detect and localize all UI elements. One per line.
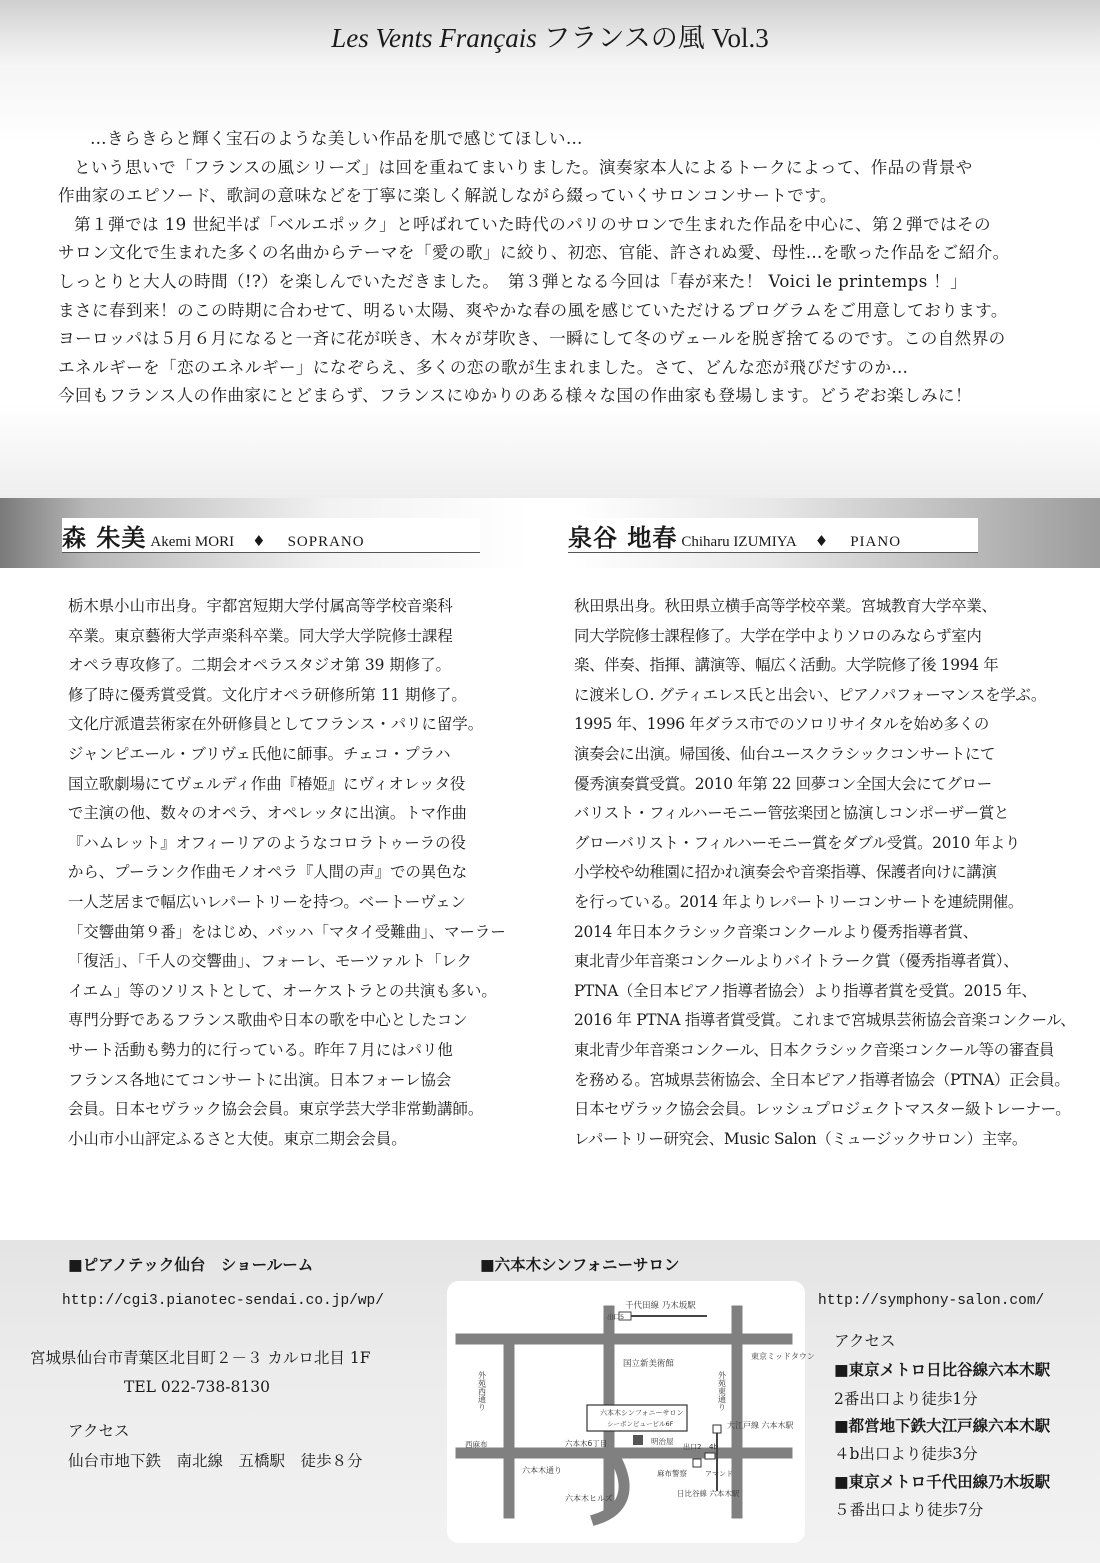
soprano-name-en: Akemi MORI: [150, 534, 235, 550]
sendai-access-label: アクセス: [68, 1422, 130, 1440]
map-label-oedo: 大江戸線 六本木駅: [727, 1421, 794, 1430]
map-station-oedo: [713, 1425, 721, 1433]
bio-line: 小学校や幼稚園に招かれ演奏会や音楽指導、保護者向けに講演: [574, 863, 997, 882]
intro-text: [58, 125, 1068, 411]
bio-line: 日本セヴラック協会会員。レッシュプロジェクトマスター級トレーナー。: [574, 1100, 1071, 1119]
map-label-nogizaka: 千代田線 乃木坂駅: [625, 1301, 696, 1311]
bio-line: に渡米しＯ. グティエレス氏と出会い、ピアノパフォーマンスを学ぶ。: [574, 685, 1046, 704]
sendai-venue-tel: TEL 022-738-8130: [124, 1378, 270, 1396]
sendai-venue-address: 宮城県仙台市青葉区北目町２－３ カルロ北目 1F: [30, 1349, 371, 1367]
map-label-almond: アマンド: [705, 1470, 733, 1478]
intro-line: ヨーロッパは５月６月になると一斉に花が咲き、木々が芽吹き、一瞬にして冬のヴェールを脱ぎ捨てるのです。この自然界の: [58, 329, 1006, 349]
bio-line: フランス各地にてコンサートに出演。日本フォーレ協会: [68, 1070, 452, 1089]
tokyo-access-line: ■都営地下鉄大江戸線六本木駅: [834, 1416, 1051, 1435]
map-label-roppongi6: 六本木6丁目: [565, 1439, 608, 1448]
map-label-hibiya: 日比谷線 六本木駅: [677, 1489, 740, 1498]
bio-line: 秋田県出身。秋田県立横手高等学校卒業。宮城教育大学卒業、: [574, 597, 997, 615]
bio-line: 『ハムレット』オフィーリアのようなコロラトゥーラの役: [68, 833, 466, 852]
tokyo-access-line: ■東京メトロ千代田線乃木坂駅: [834, 1472, 1051, 1491]
bio-line: オペラ専攻修了。二期会オペラスタジオ第 39 期修了。: [68, 656, 451, 675]
map-label-nishiazabu: 西麻布: [465, 1440, 488, 1449]
intro-line: 作曲家のエピソード、歌詞の意味などを丁寧に楽しく解説しながら綴っていくサロンコンサートです。: [58, 186, 837, 206]
map-label-meijiya: 明治屋: [651, 1437, 674, 1446]
piano-heading: [568, 518, 978, 553]
bio-line: 演奏会に出演。帰国後、仙台ユースクラシックコンサートにて: [574, 744, 996, 763]
diamond-icon: ♦: [814, 532, 829, 550]
bio-line: 1995 年、1996 年ダラス市でのソロリサイタルを始め多くの: [574, 715, 989, 734]
bio-line: 国立歌劇場にてヴェルディ作曲『椿姫』にヴィオレッタ役: [68, 774, 466, 793]
tokyo-venue-url[interactable]: http://symphony-salon.com/: [818, 1293, 1045, 1309]
bio-line: ジャンピエール・ブリヴェ氏他に師事。チェコ・プラハ: [68, 744, 451, 763]
bio-line: 専門分野であるフランス歌曲や日本の歌を中心としたコン: [68, 1011, 468, 1030]
bio-line: グローバリスト・フィルハーモニー賞をダブル受賞。2010 年より: [574, 833, 1021, 852]
bio-line: から、プーランク作曲モノオペラ『人間の声』での異色な: [68, 863, 468, 882]
map-label-hills: 六本木ヒルズ: [565, 1494, 613, 1503]
map-label-gaien-east: 外苑東通り: [717, 1371, 727, 1411]
bio-line: 東北青少年音楽コンクールよりバイトラーク賞（優秀指導者賞）、: [574, 952, 1019, 971]
piano-bio: [574, 592, 1076, 1154]
map-label-exit5: 出口5: [607, 1313, 625, 1321]
tokyo-access-line: ■東京メトロ日比谷線六本木駅: [834, 1360, 1051, 1379]
bio-line: 2016 年 PTNA 指導者賞受賞。これまで宮城県芸術協会音楽コンクール、: [574, 1011, 1076, 1030]
bio-line: イエム」等のソリストとして、オーケストラとの共演も多い。: [68, 981, 497, 1000]
map-label-building: シーボンビュービル6F: [607, 1420, 674, 1428]
bio-line: で主演の他、数々のオペラ、オペレッタに出演。トマ作曲: [68, 804, 467, 823]
piano-name-ja: 泉谷 地春: [568, 523, 678, 552]
intro-line: エネルギーを「恋のエネルギー」になぞらえ、多くの恋の歌が生まれました。さて、どんな恋が飛びだすのか…: [58, 357, 909, 377]
intro-line: …きらきらと輝く宝石のような美しい作品を肌で感じてほしい…: [90, 129, 583, 148]
bio-line: サート活動も勢力的に行っている。昨年７月にはパリ他: [68, 1040, 453, 1059]
soprano-name-ja: 森 朱美: [62, 523, 147, 552]
bio-line: 小山市小山評定ふるさと大使。東京二期会会員。: [68, 1129, 407, 1148]
bio-line: を務める。宮城県芸術協会、全日本ピアノ指導者協会（PTNA）正会員。: [574, 1070, 1070, 1089]
bio-line: を行っている。2014 年よりレパートリーコンサートを連続開催。: [574, 892, 1023, 911]
tokyo-access-line: ４b出口より徒歩3分: [834, 1445, 978, 1463]
map-exit-marker: [693, 1459, 701, 1467]
access-map: [447, 1281, 815, 1543]
intro-line: 第１弾では 19 世紀半ば「ベルエポック」と呼ばれていた時代のパリのサロンで生まれた作品を中心に、第２弾ではその: [74, 214, 991, 234]
sendai-venue-url[interactable]: http://cgi3.pianotec-sendai.co.jp/wp/: [62, 1293, 384, 1309]
bio-line: 会員。日本セヴラック協会会員。東京学芸大学非常勤講師。: [68, 1100, 484, 1119]
sendai-access-text: 仙台市地下鉄 南北線 五橋駅 徒歩８分: [68, 1452, 363, 1470]
sendai-venue-title: ■ピアノテック仙台 ショールーム: [68, 1255, 314, 1274]
soprano-role: SOPRANO: [287, 534, 365, 550]
bio-line: レパートリー研究会、Music Salon（ミュージックサロン）主宰。: [574, 1129, 1028, 1148]
bio-line: 一人芝居まで幅広いレパートリーを持つ。ベートーヴェン: [68, 892, 466, 911]
bio-line: 優秀演奏賞受賞。2010 年第 22 回夢コン全国大会にてグロー: [574, 774, 992, 793]
map-drawing: [447, 1281, 815, 1543]
intro-line: サロン文化で生まれた多くの名曲からテーマを「愛の歌」に絞り、初恋、官能、許されぬ愛、母性…を歌った作品をご紹介。: [58, 243, 1010, 263]
map-salon-marker: [633, 1435, 643, 1445]
bio-line: 「交響曲第９番」をはじめ、バッハ「マタイ受難曲」、マーラー: [68, 922, 506, 941]
diamond-icon: ♦: [252, 532, 266, 550]
bio-line: 「復活」、「千人の交響曲」、フォーレ、モーツァルト「レク: [68, 952, 472, 971]
piano-name-en: Chiharu IZUMIYA: [681, 534, 797, 550]
header-band: [0, 0, 1100, 68]
page-title: Les Vents Français フランスの風 Vol.3: [331, 23, 769, 53]
map-label-midtown: 東京ミッドタウン: [751, 1352, 815, 1361]
bio-line: 修了時に優秀賞受賞。文化庁オペラ研修所第 11 期修了。: [68, 685, 467, 704]
bio-line: バリスト・フィルハーモニー管弦楽団と協演しコンポーザー賞と: [574, 804, 1010, 823]
map-station-hibiya: [705, 1453, 715, 1459]
map-label-gaien-west: 外苑西通り: [477, 1371, 487, 1411]
bio-line: 文化庁派遣芸術家在外研修員としてフランス・パリに留学。: [68, 715, 484, 734]
bio-line: 卒業。東京藝術大学声楽科卒業。同大学大学院修士課程: [68, 626, 453, 645]
soprano-bio: [68, 592, 506, 1154]
intro-line: まさに春到来！のこの時期に合わせて、明るい太陽、爽やかな春の風を感じていただけるプログラムをご用意しております。: [58, 300, 1008, 320]
tokyo-access-label: アクセス: [834, 1332, 896, 1350]
map-label-roppongi-dori: 六本木通り: [522, 1466, 562, 1475]
bio-line: PTNA（全日本ピアノ指導者協会）より指導者賞を受賞。2015 年、: [574, 981, 1037, 1000]
piano-role: PIANO: [850, 534, 902, 550]
tokyo-access-line: ５番出口より徒歩7分: [834, 1501, 984, 1519]
map-label-exit4b: 4b: [709, 1443, 718, 1451]
map-label-exit2: 出口2: [683, 1443, 702, 1451]
bio-line: 栃木県小山市出身。宇都宮短期大学付属高等学校音楽科: [68, 597, 453, 615]
intro-line: しっとりと大人の時間（!?）を楽しんでいただきました。 第３弾となる今回は「春が来た！ Voici le printemps ！」: [58, 271, 968, 291]
map-label-salon: 六本木シンフォニーサロン: [600, 1409, 684, 1417]
map-label-police: 麻布警察: [657, 1469, 687, 1478]
intro-line: という思いで「フランスの風シリーズ」は回を重ねてまいりました。演奏家本人によるトークによって、作品の背景や: [74, 157, 973, 177]
bio-line: 同大学院修士課程修了。大学在学中よりソロのみならず室内: [574, 626, 982, 645]
tokyo-venue-title: ■六本木シンフォニーサロン: [480, 1255, 680, 1274]
soprano-heading: [62, 518, 480, 553]
intro-line: 今回もフランス人の作曲家にとどまらず、フランスにゆかりのある様々な国の作曲家も登場します。どうぞお楽しみに！: [58, 386, 973, 406]
bio-line: 楽、伴奏、指揮、講演等、幅広く活動。大学院修了後 1994 年: [574, 656, 999, 675]
map-label-museum: 国立新美術館: [623, 1359, 675, 1369]
bio-line: 2014 年日本クラシック音楽コンクールより優秀指導者賞、: [574, 922, 978, 941]
bio-line: 東北青少年音楽コンクール、日本クラシック音楽コンクール等の審査員: [574, 1040, 1055, 1059]
tokyo-access-line: 2番出口より徒歩1分: [834, 1390, 978, 1408]
